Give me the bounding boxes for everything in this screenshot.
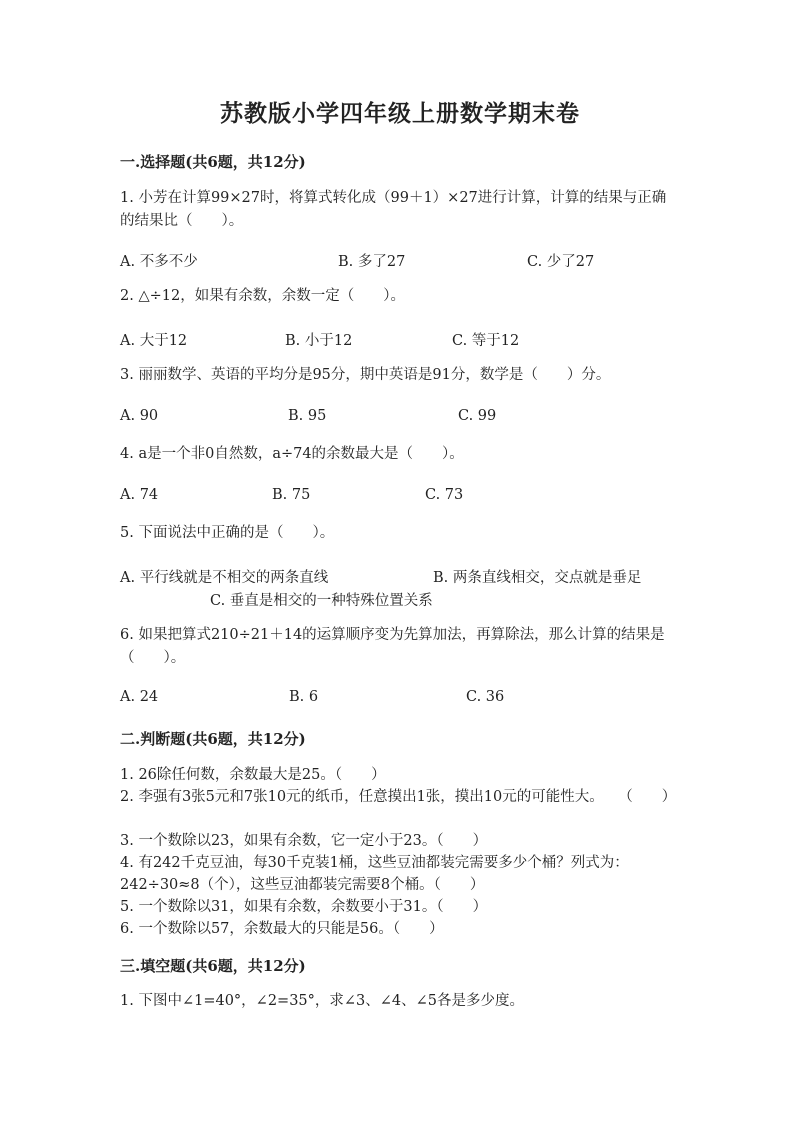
option-5a: A. 平行线就是不相交的两条直线 xyxy=(120,570,329,586)
judge-2: 2. 李强有3张5元和7张10元的纸币，任意摸出1张，摸出10元的可能性大。 （ ） xyxy=(120,789,677,805)
question-1: 1. 小芳在计算99×27时，将算式转化成（99＋1）×27进行计算，计算的结果与正确的结果比（ ）。 xyxy=(120,190,667,229)
question-5: 5. 下面说法中正确的是（ ）。 xyxy=(120,525,335,541)
page-title: 苏教版小学四年级上册数学期末卷 xyxy=(220,100,580,127)
option-3a: A. 90 xyxy=(120,408,159,424)
option-4b: B. 75 xyxy=(272,487,311,503)
option-2c: C. 等于12 xyxy=(452,333,520,349)
option-3c: C. 99 xyxy=(458,408,497,424)
option-5c: C. 垂直是相交的一种特殊位置关系 xyxy=(210,593,433,609)
question-3: 3. 丽丽数学、英语的平均分是95分，期中英语是91分，数学是（ ）分。 xyxy=(120,367,611,383)
section-heading-judge: 二.判断题(共6题，共12分) xyxy=(120,730,306,748)
option-6a: A. 24 xyxy=(120,689,159,705)
question-2: 2. △÷12，如果有余数，余数一定（ ）。 xyxy=(120,288,405,304)
option-5b: B. 两条直线相交，交点就是垂足 xyxy=(433,570,642,586)
option-1c: C. 少了27 xyxy=(527,254,595,270)
judge-3: 3. 一个数除以23，如果有余数，它一定小于23。（ ） xyxy=(120,833,488,849)
option-1b: B. 多了27 xyxy=(338,254,406,270)
judge-4: 4. 有242千克豆油，每30千克装1桶，这些豆油都装完需要多少个桶？列式为：242÷30≈8（个），这些豆油都装完需要8个桶。（ ） xyxy=(120,855,629,893)
option-1a: A. 不多不少 xyxy=(120,254,198,270)
option-2a: A. 大于12 xyxy=(120,333,188,349)
question-6: 6. 如果把算式210÷21＋14的运算顺序变为先算加法，再算除法，那么计算的结果是（ ）。 xyxy=(120,627,665,666)
judge-5: 5. 一个数除以31，如果有余数，余数要小于31。（ ） xyxy=(120,899,488,915)
option-2b: B. 小于12 xyxy=(285,333,353,349)
option-6b: B. 6 xyxy=(289,689,319,705)
option-6c: C. 36 xyxy=(466,689,505,705)
option-3b: B. 95 xyxy=(288,408,327,424)
fill-1: 1. 下图中∠1=40°，∠2=35°，求∠3、∠4、∠5各是多少度。 xyxy=(120,993,525,1009)
option-4c: C. 73 xyxy=(425,487,464,503)
section-heading-fill: 三.填空题(共6题，共12分) xyxy=(120,957,306,975)
question-4: 4. a是一个非0自然数，a÷74的余数最大是（ ）。 xyxy=(120,446,464,462)
judge-6: 6. 一个数除以57，余数最大的只能是56。（ ） xyxy=(120,921,444,937)
option-4a: A. 74 xyxy=(120,487,159,503)
judge-1: 1. 26除任何数，余数最大是25。（ ） xyxy=(120,767,386,783)
section-heading-choice: 一.选择题(共6题，共12分) xyxy=(120,153,306,171)
